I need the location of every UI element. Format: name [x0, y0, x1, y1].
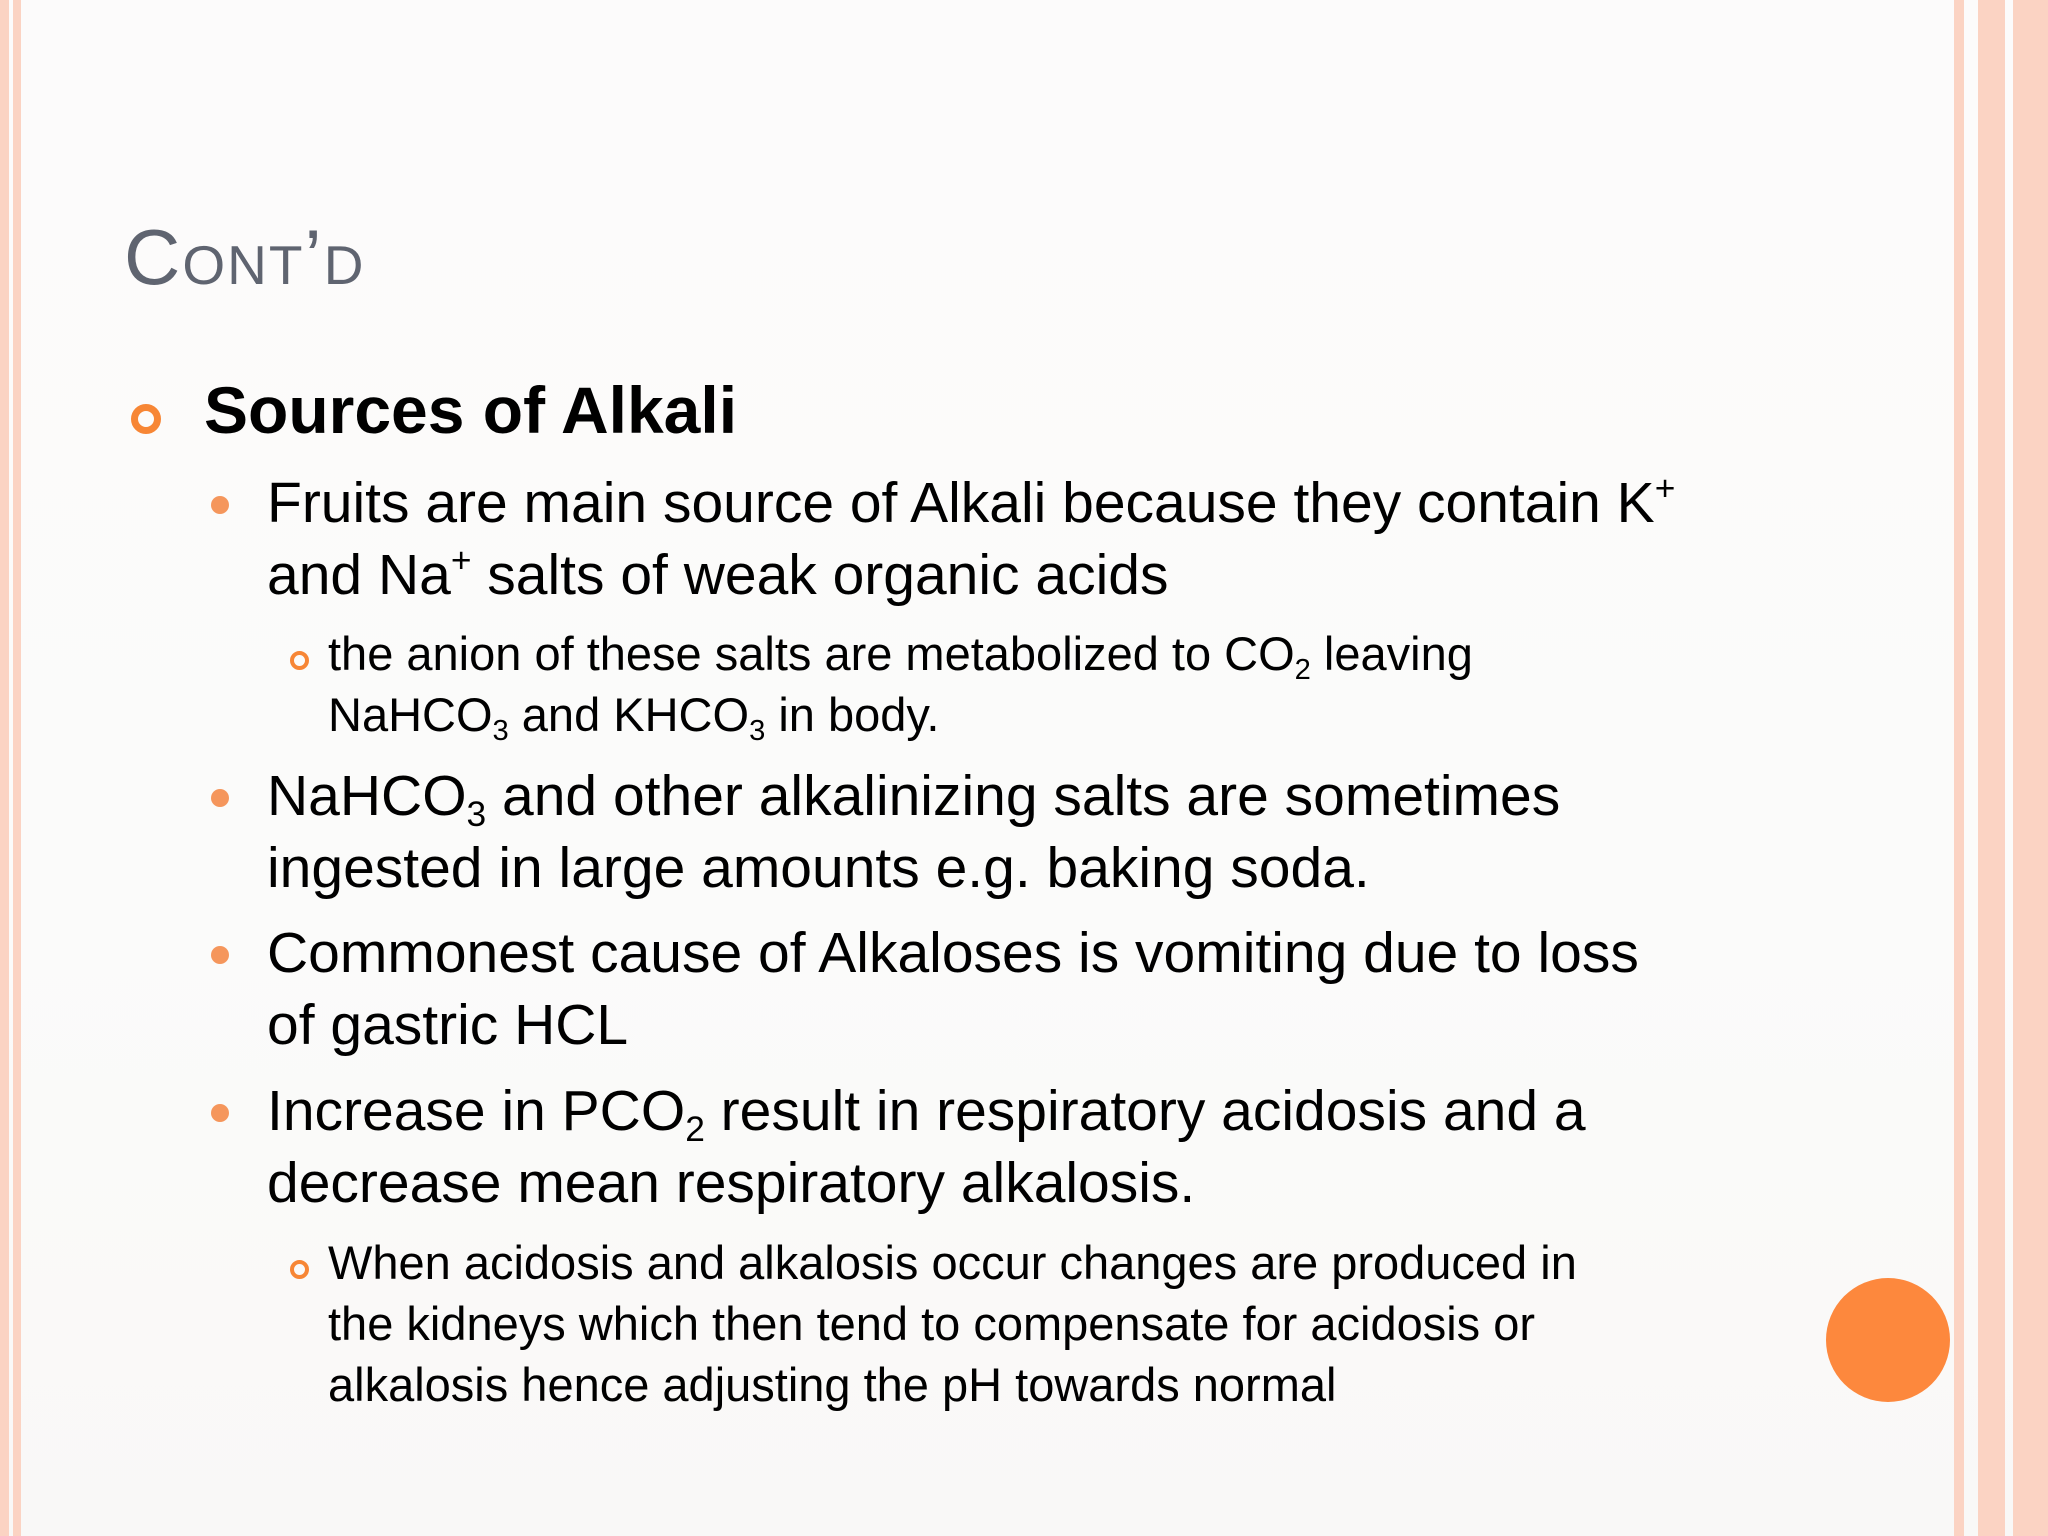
- sub-bullet-text: [328, 623, 1473, 685]
- bullet-text: of gastric HCL: [267, 993, 629, 1057]
- filled-dot-bullet-icon: [211, 946, 229, 964]
- sub-bullet-text: alkalosis hence adjusting the pH towards normal: [328, 1358, 1337, 1411]
- text-run: NaHCO: [328, 688, 493, 741]
- text-run: the anion of these salts are metabolized to CO: [328, 627, 1295, 680]
- filled-dot-bullet-icon: [211, 1104, 229, 1122]
- bullet-text: ingested in large amounts e.g. baking soda.: [267, 836, 1370, 900]
- subscript: 2: [1294, 654, 1311, 687]
- orange-circle-decoration: [1826, 1278, 1950, 1402]
- text-run: and KHCO: [508, 688, 750, 741]
- superscript: +: [1654, 469, 1676, 509]
- subscript: 3: [466, 795, 487, 835]
- text-run: and other alkalinizing salts are sometimes: [486, 764, 1561, 828]
- sub-bullet-text: [328, 684, 939, 746]
- hollow-circle-bullet-icon: [131, 404, 161, 434]
- text-run: Increase in PCO: [267, 1079, 686, 1143]
- bullet-text: decrease mean respiratory alkalosis.: [267, 1151, 1196, 1215]
- filled-dot-bullet-icon: [211, 496, 229, 514]
- bullet-text: [267, 467, 1675, 539]
- sub-bullet-text: When acidosis and alkalosis occur changes are produced in: [328, 1236, 1577, 1289]
- text-run: salts of weak organic acids: [471, 543, 1169, 607]
- text-run: result in respiratory acidosis and a: [704, 1079, 1586, 1143]
- slide-title: Cont’d: [124, 213, 366, 301]
- text-run: leaving: [1310, 627, 1473, 680]
- subscript: 3: [492, 715, 509, 748]
- bullet-text: Commonest cause of Alkaloses is vomiting due to loss: [267, 921, 1639, 985]
- section-heading: Sources of Alkali: [204, 373, 738, 447]
- filled-dot-bullet-icon: [211, 789, 229, 807]
- bullet-text: [267, 760, 1561, 835]
- hollow-circle-bullet-icon: [290, 651, 309, 670]
- text-run: in body.: [765, 688, 940, 741]
- bullet-text: [267, 539, 1168, 611]
- text-run: NaHCO: [267, 764, 467, 828]
- text-run: and Na: [267, 543, 451, 607]
- subscript: 3: [749, 715, 766, 748]
- bullet-text: [267, 1075, 1586, 1150]
- subscript: 2: [685, 1110, 705, 1150]
- superscript: +: [450, 541, 472, 581]
- hollow-circle-bullet-icon: [290, 1260, 309, 1279]
- sub-bullet-text: the kidneys which then tend to compensate for acidosis or: [328, 1297, 1536, 1350]
- text-run: Fruits are main source of Alkali because they contain K: [267, 471, 1655, 535]
